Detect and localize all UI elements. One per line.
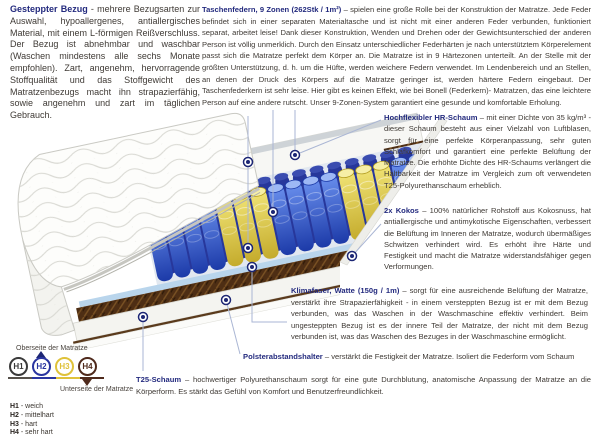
body-t25-schaum: – hochwertiger Polyurethanschaum sorgt für eine gute Durchblutung, anatomische Anpassung der Matratze an die Körperform. Es stärkt das Gefühl von Komfort und Benutzerfreundlichkeit. — [136, 375, 591, 396]
zone-circle-h1: H1 — [9, 357, 28, 376]
text-block-hr-schaum — [384, 112, 591, 191]
heading-bezug: Gesteppter Bezug — [10, 4, 88, 14]
text-block-taschenfedern — [202, 4, 591, 108]
callout-dot-taschenfedern — [269, 208, 278, 217]
zone-circle-h2: H2 — [32, 357, 51, 376]
text-block-bezug — [10, 4, 200, 122]
body-hr-schaum: – mit einer Dichte von 35 kg/m³ - dieser Schaum besteht aus einer Vielzahl von Luftblasen, sorgt für eine perfekte Körperanpassung, sehr guten Schlafkomfort und garantiert eine perfekte Belüftung der Matratze. Die erhöhte Dichte des HR-Schaums verlängert die Haltbarkeit der Matratze im Vergleich zum oft verwendeten T25-Polyurethanschaum erheblich. — [384, 113, 591, 190]
callout-dot-kokos — [348, 252, 357, 261]
heading-klimafaser: Klimafaser, Watte (150g / 1m) — [291, 286, 400, 295]
callout-dot-bezug — [244, 244, 253, 253]
heading-polsterabstandshalter: Polsterabstandshalter — [243, 352, 323, 361]
label-unterseite: Unterseite der Matratze — [60, 386, 134, 393]
body-klimafaser: – sorgt für eine ausreichende Belüftung der Matratze, verstärkt ihre Strapazierfähigkeit - in einem versteppten Bezug ist er mit dem Bezug verbunden, was das Waschen in der Waschmaschine effektiv verhindert. Beim ungesteppten Bezug ist es der innere Teil der Matratze, der nicht mit dem Bezug verbunden ist, was das Waschen des Bezuges in der Waschmaschine ermöglicht. — [291, 286, 588, 342]
body-polsterabstandshalter: – verstärkt die Festigkeit der Matratze. Isoliert die Federform vom Schaum — [324, 352, 575, 361]
legend-item-h4: H4 - sehr hart — [10, 429, 53, 434]
legend-item-h3: H3 - hart — [10, 420, 38, 428]
body-taschenfedern: – spielen eine große Rolle bei der Konstruktion der Matratze. Jede Feder befindet sich in einer separaten Materialtasche und ist nicht mit einer anderen Feder verbunden, funktioniert separat, arbeitet leise! Dank dieser Konstruktion, Wenden und Drehen oder der Gewichtsunterschied der anderen Person ist völlig unmerklich. Durch den Einsatz unterschiedlicher Federhärten je nach unterstütztem Körperelement passt sich die Matratze perfekt dem Körper an. Die Matratze ist in 9 Härtezonen unterteilt. An der Stelle mit der größten Unterstützung, d. h. um die Hüfte, werden weichere Federn verwendet. Im Lendenbereich und an Stellen, an denen der Druck des Körpers auf die Matratze geringer ist, werden härtere Federn eingebaut. Der Taschenfederkern ist sehr leise. Hier gibt es keinen Effekt, wie bei Bonell (Federkern)- Matratzen, das eine leichtere Person auf eine andere rutscht. Unser 9-Zonen-System garantiert eine gesunde und komfortable Erholung. — [202, 5, 591, 107]
callout-dot-t25 — [139, 313, 148, 322]
zone-circle-h4: H4 — [78, 357, 97, 376]
legend-item-h1: H1 - weich — [10, 403, 44, 410]
zone-circles — [9, 357, 97, 376]
text-block-klimafaser — [291, 285, 588, 343]
callout-dot-taschenfedern-2 — [291, 151, 300, 160]
heading-kokos: 2x Kokos — [384, 206, 419, 215]
text-block-kokos — [384, 205, 591, 273]
body-kokos: – 100% natürlicher Rohstoff aus Kokosnuss, hat antiallergische und antimykotische Eigenschaften, verbessert die Belüftung im Inneren der Matratze, wodurch übermäßiges Schwitzen verhindert wird. Es erhöht ihre Härte und Festigkeit und macht die Matratze widerstandsfähiger gegen Verformungen. — [384, 206, 591, 272]
zone-circle-h3: H3 — [55, 357, 74, 376]
heading-hr-schaum: Hochflexibler HR-Schaum — [384, 113, 478, 122]
callout-dot-polster — [222, 296, 231, 305]
text-block-t25-schaum — [136, 374, 591, 397]
legend-item-h2: H2 - mittelhart — [10, 411, 54, 419]
firmness-legend — [10, 403, 54, 434]
callout-dot-klimafaser — [248, 263, 257, 272]
heading-taschenfedern: Taschenfedern, 9 Zonen (262Stk / 1m²) — [202, 5, 342, 14]
text-block-polsterabstandshalter — [243, 352, 591, 362]
label-oberseite: Oberseite der Matratze — [16, 345, 88, 352]
body-bezug: - mehrere Bezugsarten zur Auswahl, hypoallergenes, antiallergisches Material, mit einem L-förmigen Reißverschluss. Der Bezug ist abnehmbar und waschbar (Waschen mindestens alle sechs Monate empfohlen). Zart, angenehm, hervorragende Stoffqualität und das Stoffgewicht des Matratzenbezugs macht ihn strapazierfähig, sowie angenehm und zart im täglichen Gebrauch. — [10, 4, 200, 121]
heading-t25-schaum: T25-Schaum — [136, 375, 182, 384]
arrow-down-icon — [82, 379, 92, 386]
callout-dot-hr-schaum — [244, 158, 253, 167]
